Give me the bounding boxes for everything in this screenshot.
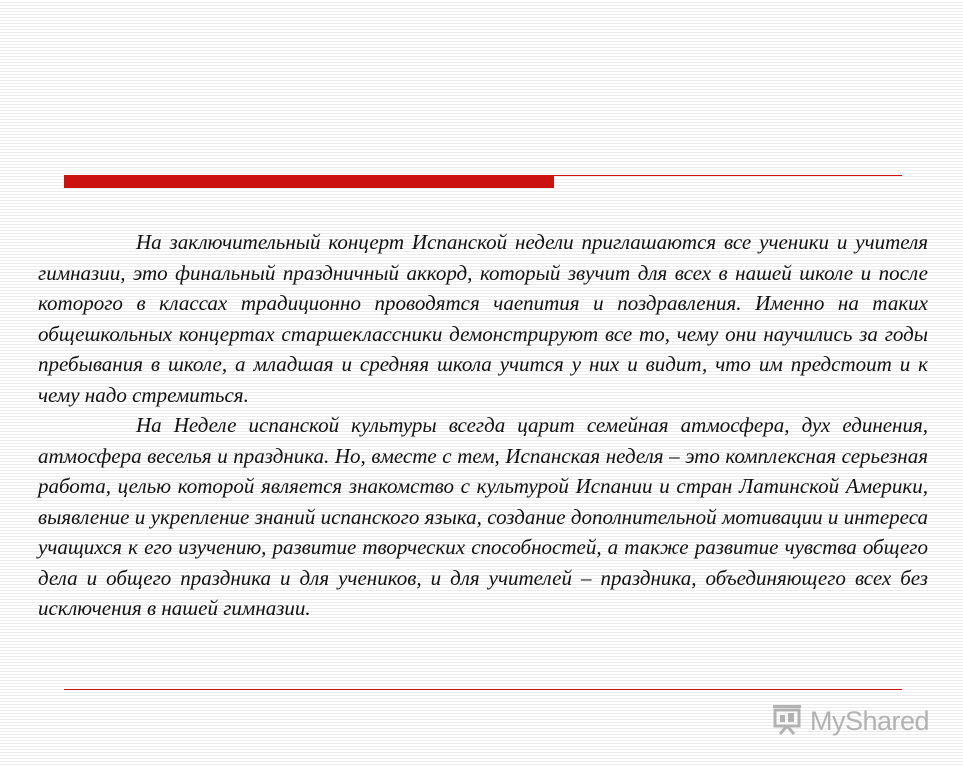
- paragraph-spanish-week: На Неделе испанской культуры всегда царит семейная атмосфера, дух единения, атмосфера веселья и праздника. Но, вместе с тем, Испанская неделя – это комплексная серьезная работа, целью которой является знакомство с культурой Испании и стран Латинской Америки, выявление и укрепление знаний испанского языка, создание дополнительной мотивации и интереса учащихся к его изучению, развитие творческих способностей, а также развитие чувства общего дела и общего праздника и для учеников, и для учителей – праздника, объединяющего всех без исключения в нашей гимназии.: [38, 413, 928, 620]
- watermark-text: MyShared: [810, 705, 930, 736]
- accent-bar: [64, 175, 554, 188]
- accent-divider-bottom: [64, 689, 902, 690]
- slide-text: [38, 227, 928, 624]
- watermark: [770, 703, 929, 739]
- paragraph-concert: На заключительный концерт Испанской недели приглашаются все ученики и учителя гимназии, это финальный праздничный аккорд, который звучит для всех в нашей школе и после которого в классах традиционно проводятся чаепития и поздравления. Именно на таких общешкольных концертах старшеклассники демонстрируют все то, чему они научились за годы пребывания в школе, а младшая и средняя школа учится у них и видит, что им предстоит и к чему надо стремиться.: [38, 230, 928, 407]
- accent-divider-top: [554, 175, 902, 176]
- presentation-board-icon: [770, 702, 804, 741]
